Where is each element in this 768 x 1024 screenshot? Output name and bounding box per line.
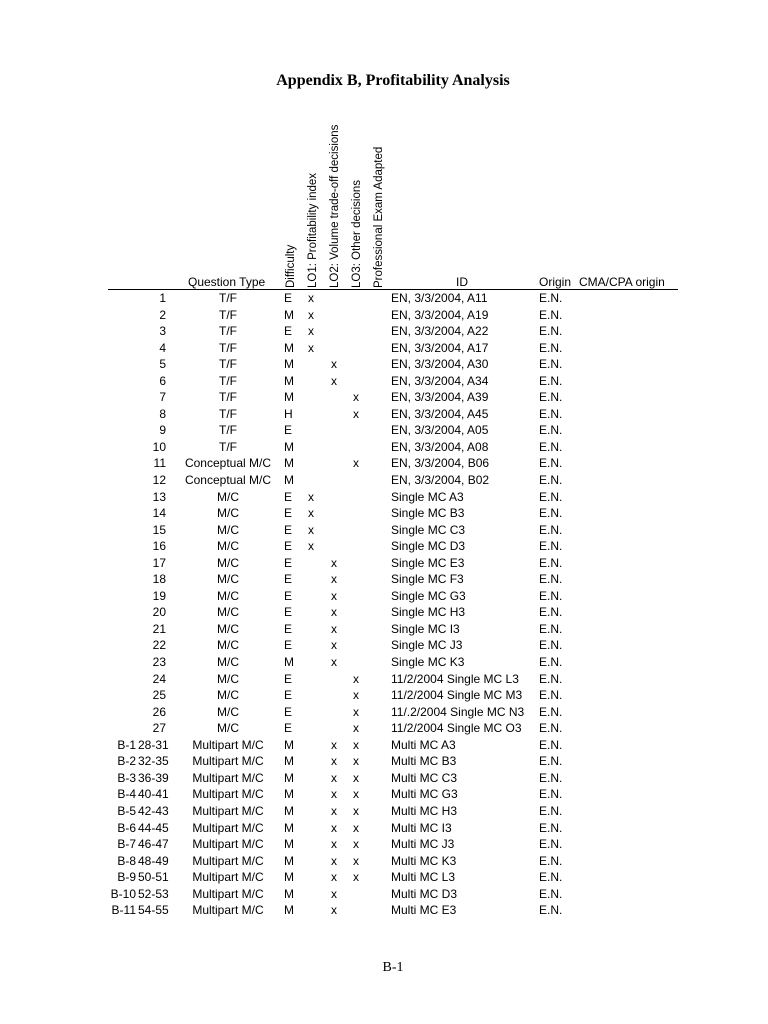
table-body	[0, 290, 768, 919]
question-type: Multipart M/C	[192, 803, 264, 818]
lo1-mark: x	[308, 340, 314, 355]
difficulty: E	[284, 638, 293, 653]
question-type: Multipart M/C	[192, 770, 264, 785]
table-row	[0, 323, 768, 340]
question-id: Multi MC I3	[391, 820, 452, 835]
lo2-mark: x	[331, 837, 337, 852]
question-number: 4	[159, 340, 166, 355]
appendix-ref: B-10	[110, 886, 136, 901]
question-type: M/C	[217, 655, 239, 670]
table-row	[0, 869, 768, 886]
lo2-mark: x	[331, 588, 337, 603]
lo1-mark: x	[308, 506, 314, 521]
lo3-mark: x	[353, 456, 359, 471]
lo2-mark: x	[331, 638, 337, 653]
lo2-mark: x	[331, 820, 337, 835]
difficulty: E	[284, 688, 293, 703]
question-id: 11/2/2004 Single MC O3	[391, 721, 522, 736]
table-row	[0, 422, 768, 439]
origin: E.N.	[539, 357, 563, 372]
origin: E.N.	[539, 737, 563, 752]
lo3-mark: x	[353, 820, 359, 835]
question-number: 3	[159, 324, 166, 339]
difficulty: E	[284, 572, 293, 587]
table-row	[0, 836, 768, 853]
question-id: Multi MC J3	[391, 837, 455, 852]
table-row	[0, 588, 768, 605]
question-number: 14	[152, 506, 166, 521]
header-id: ID	[456, 275, 468, 289]
table-row	[0, 505, 768, 522]
question-number: 23	[152, 655, 166, 670]
question-number: 12	[152, 473, 166, 488]
difficulty: M	[284, 754, 294, 769]
question-id: EN, 3/3/2004, A08	[391, 439, 489, 454]
question-number: 18	[152, 572, 166, 587]
appendix-ref: B-8	[117, 853, 136, 868]
lo2-mark: x	[331, 770, 337, 785]
header-lo1: LO1: Profitability index	[307, 172, 319, 288]
lo3-mark: x	[353, 688, 359, 703]
table-row	[0, 538, 768, 555]
lo2-mark: x	[331, 605, 337, 620]
question-type: T/F	[219, 291, 237, 305]
question-type: T/F	[219, 307, 237, 322]
question-id: EN, 3/3/2004, A22	[391, 324, 489, 339]
lo1-mark: x	[308, 291, 314, 305]
question-type: M/C	[217, 671, 239, 686]
question-id: Single MC D3	[391, 539, 466, 554]
question-id: Multi MC A3	[391, 737, 456, 752]
lo3-mark: x	[353, 406, 359, 421]
question-type: M/C	[217, 721, 239, 736]
table-row	[0, 621, 768, 638]
question-number: 11	[153, 456, 166, 471]
difficulty: E	[284, 324, 293, 339]
difficulty: E	[284, 506, 293, 521]
question-id: EN, 3/3/2004, B06	[391, 456, 490, 471]
origin: E.N.	[539, 555, 563, 570]
question-number: 52-53	[138, 886, 169, 901]
table-row	[0, 489, 768, 506]
question-number: 6	[159, 373, 166, 388]
question-id: Multi MC G3	[391, 787, 458, 802]
question-number: 8	[159, 406, 166, 421]
difficulty: M	[284, 357, 294, 372]
question-number: 24	[152, 671, 166, 686]
lo2-mark: x	[331, 572, 337, 587]
lo2-mark: x	[331, 787, 337, 802]
lo2-mark: x	[331, 803, 337, 818]
question-type: Multipart M/C	[192, 853, 264, 868]
question-id: Single MC J3	[391, 638, 463, 653]
question-number: 9	[159, 423, 166, 438]
header-cma-cpa-origin: CMA/CPA origin	[579, 275, 665, 289]
question-number: 44-45	[138, 820, 169, 835]
origin: E.N.	[539, 605, 563, 620]
origin: E.N.	[539, 837, 563, 852]
origin: E.N.	[539, 770, 563, 785]
difficulty: E	[284, 291, 293, 305]
question-number: 10	[152, 439, 166, 454]
difficulty: M	[284, 373, 294, 388]
origin: E.N.	[539, 324, 563, 339]
origin: E.N.	[539, 473, 563, 488]
header-professional: Professional Exam Adapted	[373, 146, 385, 288]
question-id: EN, 3/3/2004, A19	[391, 307, 489, 322]
origin: E.N.	[539, 307, 563, 322]
table-row	[0, 671, 768, 688]
table-row	[0, 373, 768, 390]
question-id: Single MC F3	[391, 572, 464, 587]
header-question-type: Question Type	[188, 275, 266, 289]
question-type: T/F	[219, 373, 237, 388]
question-id: Single MC B3	[391, 506, 465, 521]
question-id: Multi MC L3	[391, 870, 456, 885]
lo3-mark: x	[353, 754, 359, 769]
appendix-ref: B-2	[117, 754, 136, 769]
question-type: T/F	[219, 357, 237, 372]
difficulty: M	[284, 737, 294, 752]
lo2-mark: x	[331, 555, 337, 570]
lo2-mark: x	[331, 621, 337, 636]
origin: E.N.	[539, 489, 563, 504]
origin: E.N.	[539, 638, 563, 653]
table-row	[0, 571, 768, 588]
origin: E.N.	[539, 721, 563, 736]
appendix-ref: B-6	[117, 820, 136, 835]
question-type: Multipart M/C	[192, 903, 264, 918]
question-type: T/F	[219, 406, 237, 421]
question-number: 46-47	[138, 837, 169, 852]
lo2-mark: x	[331, 357, 337, 372]
origin: E.N.	[539, 291, 563, 305]
lo2-mark: x	[331, 373, 337, 388]
difficulty: M	[284, 340, 294, 355]
origin: E.N.	[539, 688, 563, 703]
table-row	[0, 786, 768, 803]
question-type: Conceptual M/C	[184, 456, 272, 471]
lo3-mark: x	[353, 671, 359, 686]
difficulty: E	[284, 605, 293, 620]
question-id: Multi MC B3	[391, 754, 457, 769]
question-number: 22	[152, 638, 166, 653]
table-row	[0, 687, 768, 704]
question-id: Multi MC C3	[391, 770, 458, 785]
question-type: M/C	[217, 506, 239, 521]
table-row	[0, 753, 768, 770]
lo3-mark: x	[353, 390, 359, 405]
origin: E.N.	[539, 439, 563, 454]
question-number: 1	[159, 291, 166, 305]
question-id: Single MC K3	[391, 655, 465, 670]
origin: E.N.	[539, 456, 563, 471]
origin: E.N.	[539, 853, 563, 868]
question-type: Multipart M/C	[192, 754, 264, 769]
appendix-ref: B-3	[117, 770, 136, 785]
table-row	[0, 604, 768, 621]
appendix-ref: B-5	[117, 803, 136, 818]
question-id: EN, 3/3/2004, A39	[391, 390, 489, 405]
table-row	[0, 555, 768, 572]
origin: E.N.	[539, 572, 563, 587]
table-row	[0, 637, 768, 654]
difficulty: M	[284, 787, 294, 802]
question-number: 54-55	[138, 903, 169, 918]
origin: E.N.	[539, 655, 563, 670]
difficulty: M	[284, 870, 294, 885]
question-type: M/C	[217, 605, 239, 620]
question-number: 17	[152, 555, 166, 570]
question-id: 11/2/2004 Single MC L3	[391, 671, 519, 686]
difficulty: E	[284, 539, 293, 554]
question-id: 11/.2/2004 Single MC N3	[391, 704, 525, 719]
question-number: 7	[159, 390, 166, 405]
table-row	[0, 290, 768, 307]
question-type: M/C	[217, 489, 239, 504]
table-row	[0, 356, 768, 373]
header-lo2: LO2: Volume trade-off decisions	[329, 124, 341, 288]
table-row	[0, 340, 768, 357]
lo1-mark: x	[308, 522, 314, 537]
origin: E.N.	[539, 886, 563, 901]
lo1-mark: x	[308, 539, 314, 554]
table-row	[0, 472, 768, 489]
table-row	[0, 307, 768, 324]
question-id: Multi MC H3	[391, 803, 458, 818]
difficulty: E	[284, 555, 293, 570]
lo3-mark: x	[353, 704, 359, 719]
lo2-mark: x	[331, 754, 337, 769]
question-id: Single MC C3	[391, 522, 466, 537]
question-id: Single MC A3	[391, 489, 464, 504]
origin: E.N.	[539, 373, 563, 388]
difficulty: M	[284, 886, 294, 901]
origin: E.N.	[539, 820, 563, 835]
origin: E.N.	[539, 588, 563, 603]
difficulty: E	[284, 621, 293, 636]
difficulty: M	[284, 390, 294, 405]
lo1-mark: x	[308, 307, 314, 322]
question-id: EN, 3/3/2004, A05	[391, 423, 489, 438]
difficulty: E	[284, 522, 293, 537]
question-id: Single MC I3	[391, 621, 460, 636]
question-type: T/F	[219, 340, 237, 355]
lo3-mark: x	[353, 721, 359, 736]
question-id: Single MC H3	[391, 605, 466, 620]
table-row	[0, 455, 768, 472]
appendix-ref: B-11	[111, 903, 136, 918]
header-origin: Origin	[539, 275, 572, 289]
question-number: 48-49	[138, 853, 169, 868]
difficulty: E	[284, 423, 293, 438]
question-id: Single MC G3	[391, 588, 466, 603]
page-title: Appendix B, Profitability Analysis	[276, 72, 510, 89]
question-number: 28-31	[138, 737, 169, 752]
lo3-mark: x	[353, 803, 359, 818]
lo3-mark: x	[353, 870, 359, 885]
question-number: 50-51	[138, 870, 169, 885]
appendix-ref: B-7	[117, 837, 136, 852]
page-number: B-1	[382, 960, 404, 975]
origin: E.N.	[539, 539, 563, 554]
difficulty: M	[284, 655, 294, 670]
question-type: Multipart M/C	[192, 787, 264, 802]
question-type: M/C	[217, 688, 239, 703]
table-row	[0, 406, 768, 423]
lo2-mark: x	[331, 870, 337, 885]
question-id: 11/2/2004 Single MC M3	[391, 688, 523, 703]
question-number: 5	[159, 357, 166, 372]
difficulty: E	[284, 671, 293, 686]
origin: E.N.	[539, 671, 563, 686]
question-type: M/C	[217, 704, 239, 719]
question-id: Multi MC E3	[391, 903, 457, 918]
question-number: 36-39	[138, 770, 169, 785]
table-row	[0, 389, 768, 406]
table-row	[0, 720, 768, 737]
difficulty: M	[284, 439, 294, 454]
question-type: Multipart M/C	[192, 870, 264, 885]
question-id: EN, 3/3/2004, B02	[391, 473, 490, 488]
question-type: M/C	[217, 572, 239, 587]
lo3-mark: x	[353, 837, 359, 852]
question-number: 19	[152, 588, 166, 603]
question-id: Single MC E3	[391, 555, 465, 570]
origin: E.N.	[539, 754, 563, 769]
difficulty: M	[284, 820, 294, 835]
lo2-mark: x	[331, 903, 337, 918]
table-row	[0, 886, 768, 903]
table-row	[0, 770, 768, 787]
difficulty: E	[284, 704, 293, 719]
question-type: Multipart M/C	[192, 886, 264, 901]
question-id: EN, 3/3/2004, A30	[391, 357, 489, 372]
question-type: M/C	[217, 539, 239, 554]
table-row	[0, 820, 768, 837]
question-id: EN, 3/3/2004, A17	[391, 340, 489, 355]
difficulty: M	[284, 903, 294, 918]
question-type: T/F	[219, 324, 237, 339]
lo3-mark: x	[353, 853, 359, 868]
question-type: Multipart M/C	[192, 837, 264, 852]
difficulty: M	[284, 456, 294, 471]
table-row	[0, 439, 768, 456]
question-number: 26	[152, 704, 166, 719]
question-number: 15	[152, 522, 166, 537]
origin: E.N.	[539, 522, 563, 537]
lo3-mark: x	[353, 737, 359, 752]
question-id: EN, 3/3/2004, A45	[391, 406, 489, 421]
question-number: 13	[152, 489, 166, 504]
question-type: M/C	[217, 588, 239, 603]
difficulty: M	[284, 853, 294, 868]
question-id: Multi MC K3	[391, 853, 457, 868]
origin: E.N.	[539, 621, 563, 636]
origin: E.N.	[539, 406, 563, 421]
table-row	[0, 704, 768, 721]
lo1-mark: x	[308, 489, 314, 504]
question-number: 40-41	[138, 787, 169, 802]
question-type: T/F	[219, 390, 237, 405]
table-row	[0, 853, 768, 870]
lo1-mark: x	[308, 324, 314, 339]
question-id: Multi MC D3	[391, 886, 458, 901]
header-difficulty: Difficulty	[285, 244, 297, 288]
question-number: 42-43	[138, 803, 169, 818]
question-number: 32-35	[138, 754, 169, 769]
question-type: T/F	[219, 423, 237, 438]
difficulty: E	[284, 721, 293, 736]
appendix-ref: B-4	[117, 787, 136, 802]
table-row	[0, 737, 768, 754]
question-type: Multipart M/C	[192, 820, 264, 835]
question-type: M/C	[217, 638, 239, 653]
difficulty: H	[284, 406, 293, 421]
question-number: 25	[152, 688, 166, 703]
origin: E.N.	[539, 506, 563, 521]
lo2-mark: x	[331, 737, 337, 752]
lo3-mark: x	[353, 787, 359, 802]
difficulty: M	[284, 473, 294, 488]
origin: E.N.	[539, 704, 563, 719]
appendix-ref: B-9	[117, 870, 136, 885]
origin: E.N.	[539, 870, 563, 885]
origin: E.N.	[539, 423, 563, 438]
question-number: 21	[152, 621, 166, 636]
question-id: EN, 3/3/2004, A11	[391, 291, 488, 305]
table-row	[0, 803, 768, 820]
question-type: Multipart M/C	[192, 737, 264, 752]
origin: E.N.	[539, 903, 563, 918]
difficulty: M	[284, 307, 294, 322]
table-row	[0, 522, 768, 539]
question-id: EN, 3/3/2004, A34	[391, 373, 489, 388]
lo2-mark: x	[331, 886, 337, 901]
question-number: 27	[152, 721, 166, 736]
question-type: M/C	[217, 621, 239, 636]
question-type: M/C	[217, 522, 239, 537]
lo2-mark: x	[331, 853, 337, 868]
table-row	[0, 902, 768, 919]
question-number: 16	[152, 539, 166, 554]
question-type: M/C	[217, 555, 239, 570]
origin: E.N.	[539, 340, 563, 355]
header-lo3: LO3: Other decisions	[351, 179, 363, 288]
origin: E.N.	[539, 803, 563, 818]
question-number: 2	[159, 307, 166, 322]
lo2-mark: x	[331, 655, 337, 670]
table-row	[0, 654, 768, 671]
difficulty: M	[284, 803, 294, 818]
difficulty: E	[284, 489, 293, 504]
origin: E.N.	[539, 390, 563, 405]
difficulty: M	[284, 770, 294, 785]
question-type: T/F	[219, 439, 237, 454]
difficulty: M	[284, 837, 294, 852]
question-type: Conceptual M/C	[184, 473, 272, 488]
appendix-ref: B-1	[117, 737, 136, 752]
origin: E.N.	[539, 787, 563, 802]
difficulty: E	[284, 588, 293, 603]
question-number: 20	[152, 605, 166, 620]
lo3-mark: x	[353, 770, 359, 785]
